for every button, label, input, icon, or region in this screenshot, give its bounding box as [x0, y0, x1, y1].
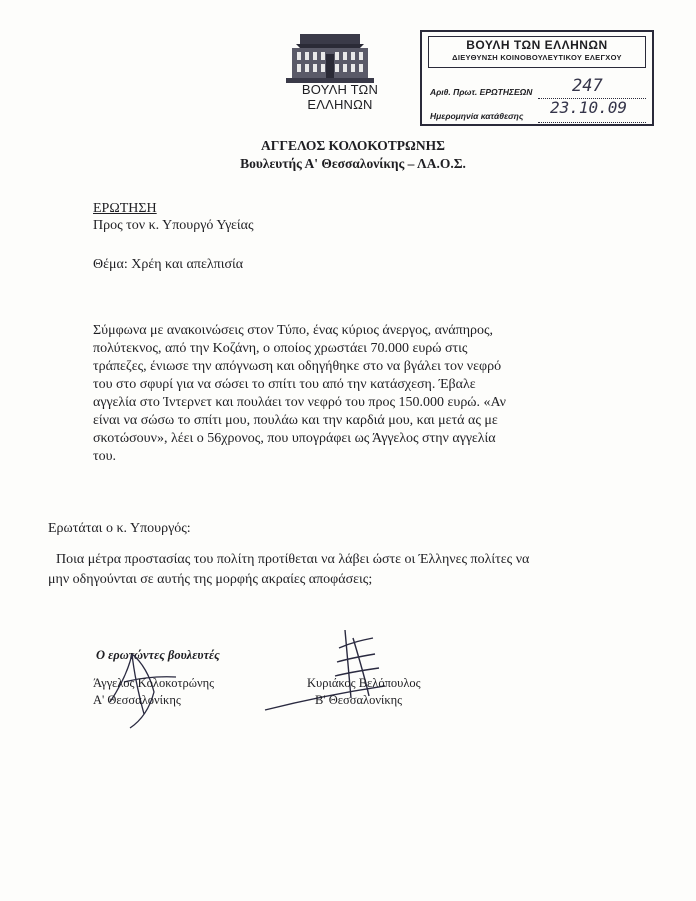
author-name: ΑΓΓΕΛΟΣ ΚΟΛΟΚΟΤΡΩΝΗΣ [261, 138, 445, 153]
parliament-building-emblem [282, 30, 378, 86]
emblem-caption: ΒΟΥΛΗ ΤΩΝ ΕΛΛΗΝΩΝ [301, 82, 379, 112]
question-subject: Θέμα: Χρέη και απελπισία [93, 257, 244, 272]
question-recipient: Προς τον κ. Υπουργό Υγείας [93, 218, 254, 233]
body-line: τράπεζες, ένιωσε την απόγνωση και οδηγήθηκε στο να βγάλει τον νεφρό [93, 359, 502, 374]
signatory-first-name: Άγγελος Κολοκοτρώνης [93, 676, 215, 690]
registration-stamp [420, 30, 654, 126]
body-line: του. [93, 449, 117, 464]
asked-minister: Ερωτάται ο κ. Υπουργός: [48, 521, 191, 536]
stamp-date-line [538, 122, 646, 123]
question-line: Ποια μέτρα προστασίας του πολίτη προτίθεται να λάβει ώστε οι Έλληνες πολίτες να [56, 552, 530, 567]
body-line: αγγελία στο Ίντερνετ και πουλάει τον νεφρό του προς 150.000 ευρώ. «Αν [93, 395, 506, 410]
body-line: Σύμφωνα με ανακοινώσεις στον Τύπο, ένας κύριος άνεργος, ανάπηρος, [93, 323, 494, 338]
signatory-second-name: Κυριάκος Βελόπουλος [307, 676, 421, 690]
body-line: πολύτεκνος, από την Κοζάνη, ο οποίος χρωστάει 70.000 ευρώ στις [93, 341, 468, 356]
body-line: σκοτώσουν», λέει ο 56χρονος, που υπογράφει ως Άγγελος στην αγγελία [93, 431, 496, 446]
stamp-subtitle: ΔΙΕΥΘΥΝΣΗ ΚΟΙΝΟΒΟΥΛΕΥΤΙΚΟΥ ΕΛΕΓΧΟΥ [452, 53, 622, 62]
stamp-date-value: 23.10.09 [550, 98, 628, 117]
stamp-number-label: Αριθ. Πρωτ. ΕΡΩΤΗΣΕΩΝ [430, 87, 533, 97]
author-role: Βουλευτής Α' Θεσσαλονίκης – ΛΑ.Ο.Σ. [240, 156, 466, 171]
body-line: του στο σφυρί για να σώσει το σπίτι του από την κατάσχεση. Έβαλε [93, 377, 476, 392]
stamp-date-label: Ημερομηνία κατάθεσης [430, 111, 524, 121]
signature-second [255, 618, 435, 728]
signatory-first-region: Α' Θεσσαλονίκης [93, 693, 181, 707]
stamp-number-value: 247 [572, 76, 603, 96]
stamp-header-box [428, 36, 646, 68]
body-line: είναι να σώσω το σπίτι μου, πουλάω και την καρδιά μου, και μετά ας με [93, 413, 498, 428]
signatory-second-region: Β' Θεσσαλονίκης [315, 693, 403, 707]
question-line: μην οδηγούνται σε αυτής της μορφής ακραίες αποφάσεις; [48, 572, 373, 587]
question-label: ΕΡΩΤΗΣΗ [93, 201, 157, 216]
signatories-heading: Ο ερωτώντες βουλευτές [96, 648, 220, 662]
stamp-title: ΒΟΥΛΗ ΤΩΝ ΕΛΛΗΝΩΝ [466, 38, 608, 52]
